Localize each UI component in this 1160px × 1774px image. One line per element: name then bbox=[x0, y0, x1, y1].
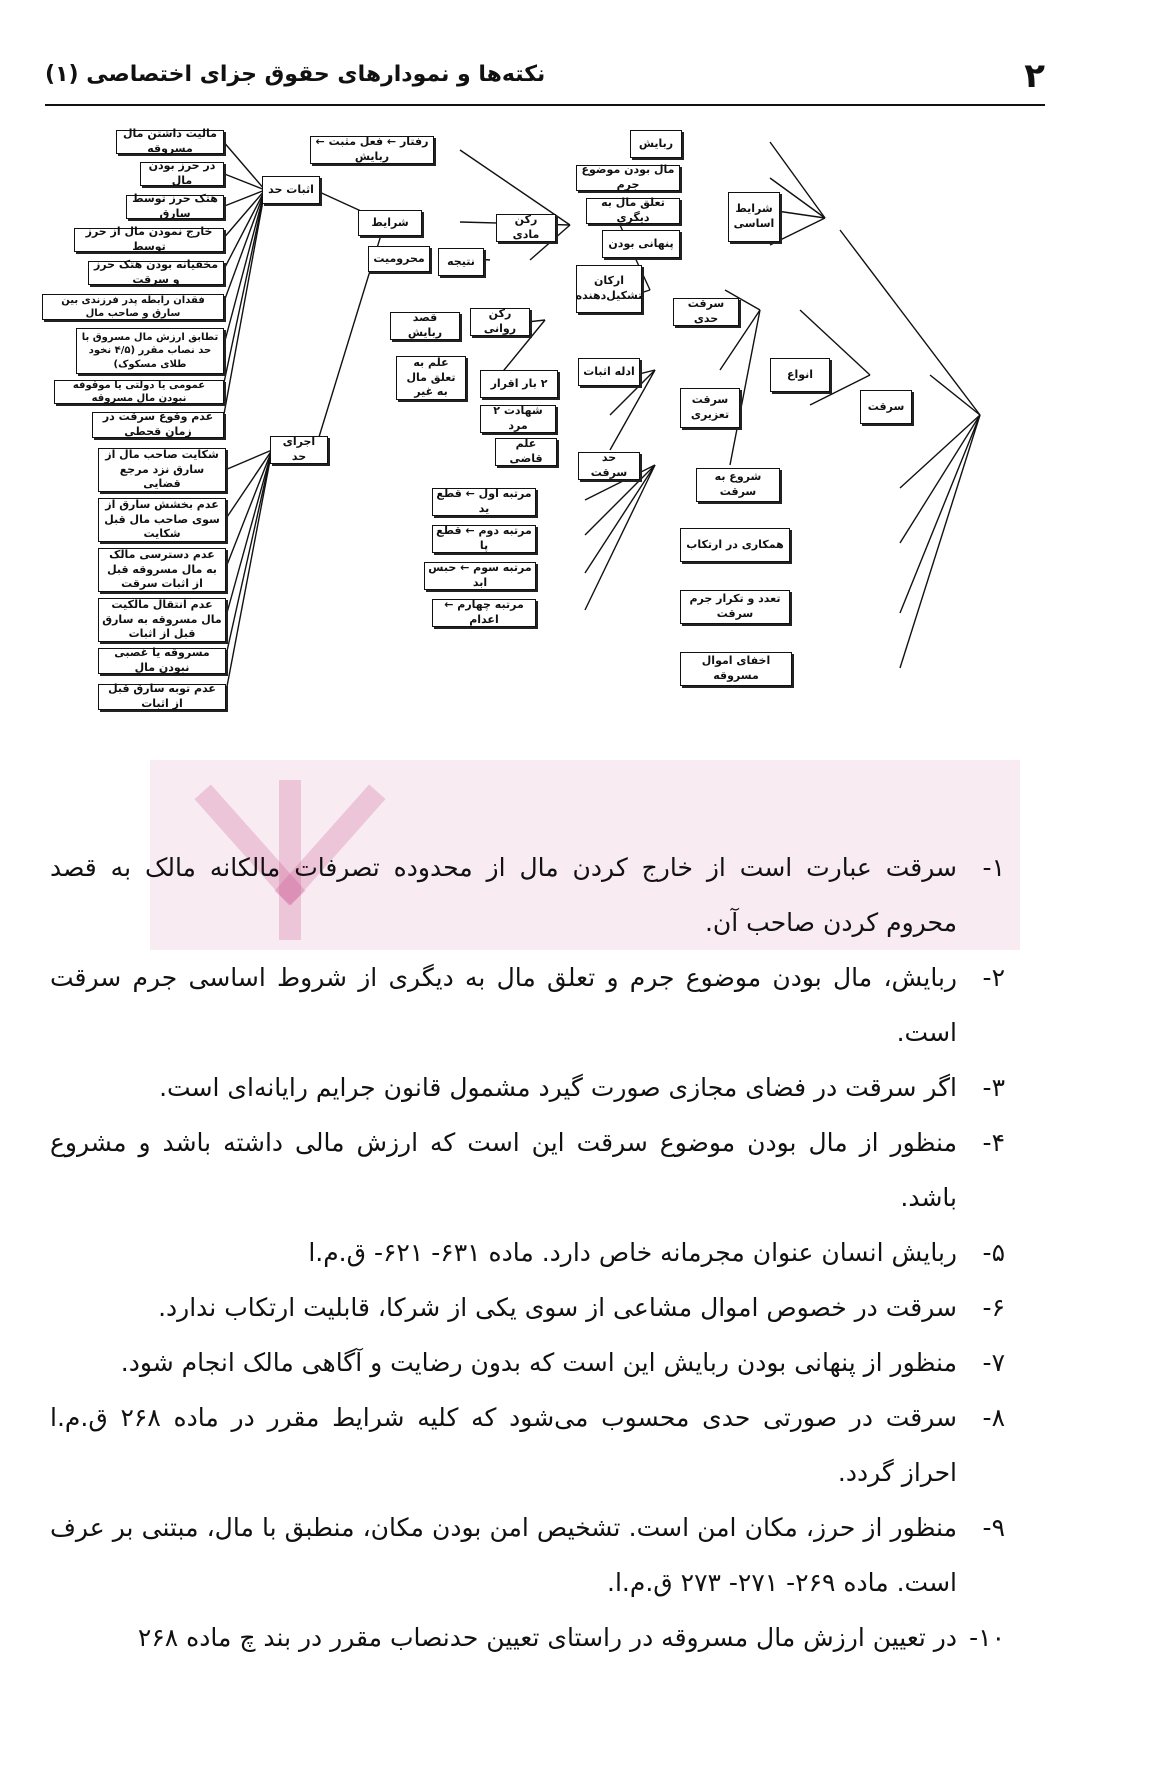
node-sariqat: سرقت bbox=[860, 390, 912, 424]
node-j6: عدم توبه سارق قبل از اثبات bbox=[98, 684, 226, 710]
note-item bbox=[50, 1335, 1005, 1390]
node-natije: نتیجه bbox=[438, 248, 484, 276]
node-e9: عدم وقوع سرقت در زمان قحطی bbox=[92, 412, 224, 438]
node-qasd: قصد ربایش bbox=[390, 312, 460, 340]
node-shorayet: شرایط bbox=[358, 210, 422, 236]
node-martabe3: مرتبه سوم ← حبس ابد bbox=[424, 562, 536, 590]
node-adelle-esbat: ادله اثبات bbox=[578, 358, 640, 386]
node-shorut-asasi: شرایط اساسی bbox=[728, 192, 780, 242]
note-item bbox=[50, 1115, 1005, 1225]
note-number: ۶- bbox=[982, 1293, 1005, 1322]
node-penhani: پنهانی بودن bbox=[602, 230, 680, 258]
node-martabe1: مرتبه اول ← قطع ید bbox=[432, 488, 536, 516]
node-e1: مالیت داشتن مال مسروقه bbox=[116, 130, 224, 154]
node-e7: تطابق ارزش مال مسروق با حد نصاب مقرر (۴/۵ نخود طلای مسکوک) bbox=[76, 328, 224, 374]
note-number: ۳- bbox=[982, 1073, 1005, 1102]
note-text: در تعیین ارزش مال مسروقه در راستای تعیین حدنصاب مقرر در بند چ ماده ۲۶۸ bbox=[137, 1623, 957, 1652]
node-martabe4: مرتبه چهارم ← اعدام bbox=[432, 599, 536, 627]
note-number: ۸- bbox=[982, 1403, 1005, 1432]
note-item bbox=[50, 840, 1005, 950]
note-text: سرقت عبارت است از خارج کردن مال از محدوده تصرفات مالکانه مالک به قصد محروم کردن صاحب آن. bbox=[50, 853, 957, 937]
node-j4: عدم انتقال مالکیت مال مسروقه به سارق قبل از اثبات bbox=[98, 598, 226, 642]
node-e4: خارج نمودن مال از حرز توسط bbox=[74, 228, 224, 252]
node-robayesh: ربایش bbox=[630, 130, 682, 158]
note-number: ۷- bbox=[982, 1348, 1005, 1377]
node-esbat-hadd: اثبات حد bbox=[262, 176, 320, 204]
node-hadd-sariqat: حد سرقت bbox=[578, 452, 640, 480]
note-number: ۹- bbox=[982, 1513, 1005, 1542]
node-ta-addod: تعدد و تکرار جرم سرقت bbox=[680, 590, 790, 624]
notes-list bbox=[50, 840, 1005, 1665]
node-anva: انواع bbox=[770, 358, 830, 392]
node-sariqat-haddi: سرقت حدی bbox=[673, 298, 739, 326]
node-rokn-ravani: رکن روانی bbox=[470, 308, 530, 336]
node-elm-qazi: علم قاضی bbox=[495, 438, 557, 466]
note-number: ۵- bbox=[982, 1238, 1005, 1267]
node-shahadat: شهادت ۲ مرد bbox=[480, 405, 556, 433]
note-item bbox=[50, 1610, 1005, 1665]
node-e8: عمومی یا دولتی یا موقوفه نبودن مال مسروقه bbox=[54, 380, 224, 404]
note-text: ربایش انسان عنوان مجرمانه خاص دارد. ماده ۶۳۱- ۶۲۱- ق.م.ا bbox=[308, 1238, 957, 1267]
node-mahrumiyat: محرومیت bbox=[368, 246, 430, 272]
node-ta-alloq: تعلق مال به دیگری bbox=[586, 198, 680, 224]
node-shoru: شروع به سرقت bbox=[696, 468, 780, 502]
note-number: ۱- bbox=[982, 853, 1005, 882]
note-item bbox=[50, 1500, 1005, 1610]
book-title: نکته‌ها و نمودارهای حقوق جزای اختصاصی (۱) bbox=[45, 62, 546, 87]
node-arkan: ارکان تشکیل‌دهنده bbox=[576, 265, 642, 313]
node-raftar: رفتار ← فعل مثبت ← ربایش bbox=[310, 136, 434, 164]
note-text: سرقت در خصوص اموال مشاعی از سوی یکی از شرکا، قابلیت ارتکاب ندارد. bbox=[158, 1293, 957, 1322]
node-j3: عدم دسترسی مالک به مال مسروقه قبل از اثبات سرقت bbox=[98, 548, 226, 592]
note-text: اگر سرقت در فضای مجازی صورت گیرد مشمول قانون جرایم رایانه‌ای است. bbox=[159, 1073, 957, 1102]
page-header bbox=[45, 48, 1045, 106]
note-text: منظور از مال بودن موضوع سرقت این است که ارزش مالی داشته باشد و مشروع باشد. bbox=[50, 1128, 957, 1212]
note-number: ۴- bbox=[982, 1128, 1005, 1157]
note-text: سرقت در صورتی حدی محسوب می‌شود که کلیه شرایط مقرر در ماده ۲۶۸ ق.م.ا احراز گردد. bbox=[50, 1403, 957, 1487]
node-j1: شکایت صاحب مال از سارق نزد مرجع قضایی bbox=[98, 448, 226, 492]
note-item bbox=[50, 1225, 1005, 1280]
node-e5: مخفیانه بودن هتک حرز و سرقت bbox=[88, 261, 224, 285]
note-text: منظور از پنهانی بودن ربایش این است که بدون رضایت و آگاهی مالک انجام شود. bbox=[120, 1348, 957, 1377]
node-e6: فقدان رابطه پدر فرزندی بین سارق و صاحب مال bbox=[42, 294, 224, 320]
note-item bbox=[50, 1390, 1005, 1500]
note-item bbox=[50, 950, 1005, 1060]
node-hamkari: همکاری در ارتکاب bbox=[680, 528, 790, 562]
note-text: منظور از حرز، مکان امن است. تشخیص امن بودن مکان، منطبق با مال، مبتنی بر عرف است. ماده ۲۶۹- ۲۷۱- ۲۷۳ ق.م.ا. bbox=[50, 1513, 957, 1597]
node-ejraye-hadd: اجرای حد bbox=[270, 436, 328, 464]
node-e3: هتک حرز توسط سارق bbox=[126, 195, 224, 219]
note-item bbox=[50, 1280, 1005, 1335]
note-item bbox=[50, 1060, 1005, 1115]
note-number: ۲- bbox=[982, 963, 1005, 992]
node-rokn-maddi: رکن مادی bbox=[496, 214, 556, 242]
node-e2: در حرز بودن مال bbox=[140, 162, 224, 186]
node-mal-budan: مال بودن موضوع جرم bbox=[576, 165, 680, 191]
node-j2: عدم بخشش سارق از سوی صاحب مال قبل شکایت bbox=[98, 498, 226, 542]
note-text: ربایش، مال بودن موضوع جرم و تعلق مال به دیگری از شروط اساسی جرم سرقت است. bbox=[50, 963, 957, 1047]
node-iqrar: ۲ بار اقرار bbox=[480, 370, 558, 398]
note-number: ۱۰- bbox=[969, 1623, 1005, 1652]
node-elm-ta-alloq: علم به تعلق مال به غیر bbox=[396, 356, 466, 400]
page-number: ۲ bbox=[1024, 56, 1045, 96]
mind-map-diagram bbox=[40, 127, 1040, 830]
node-j5: مسروقه یا غصبی نبودن مال bbox=[98, 648, 226, 674]
node-martabe2: مرتبه دوم ← قطع پا bbox=[432, 525, 536, 553]
node-sariqat-taziri: سرقت تعزیری bbox=[680, 388, 740, 428]
node-ekhfa: اخفای اموال مسروقه bbox=[680, 652, 792, 686]
